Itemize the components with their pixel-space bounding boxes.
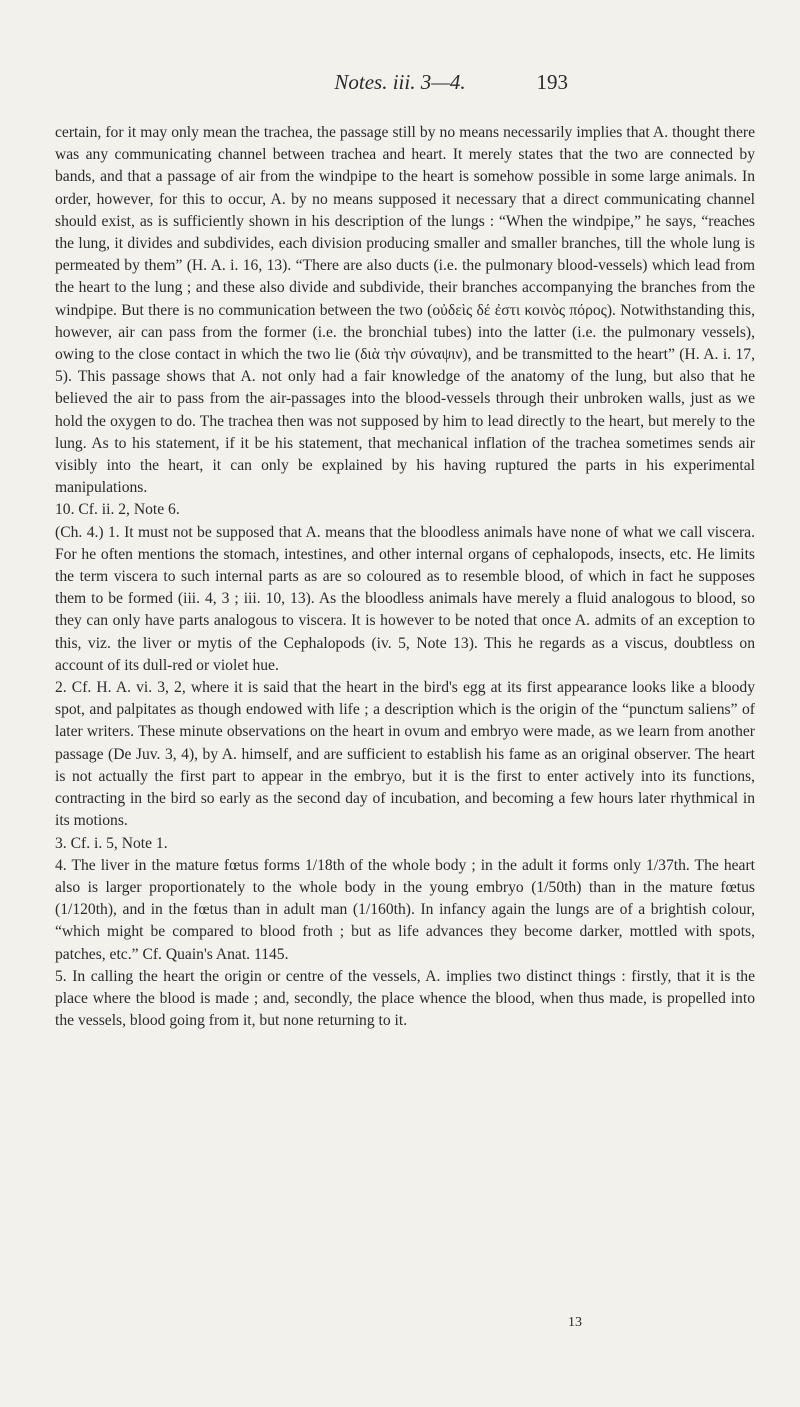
note-3: 3. Cf. i. 5, Note 1.: [55, 834, 168, 852]
signature-mark: 13: [568, 1315, 582, 1330]
page-header: [0, 70, 800, 100]
notes-body: [55, 122, 755, 1032]
note-2: 2. Cf. H. A. vi. 3, 2, where it is said that the heart in the bird's egg at its first appearance looks like a bloody spot, and palpitates as though endowed with life ; a description which is the origin of the “punctum saliens” of later writers. These minute observations on the heart in ovum and embryo were made, as we learn from another passage (De Juv. 3, 4), by A. himself, and are sufficient to establish his fame as an original observer. The heart is not actually the first part to appear in the embryo, but it is the first to enter actively into its functions, contracting in the bird so early as the second day of incubation, and becoming a few hours later rhythmical in its motions.: [55, 679, 755, 830]
running-head: Notes. iii. 3—4.: [334, 70, 466, 94]
paragraph-continuation: certain, for it may only mean the trachea, the passage still by no means necessarily implies that A. thought there was any communicating channel between trachea and heart. It merely states that the two are connected by bands, and that a passage of air from the windpipe to the heart is somehow possible in some large animals. In order, however, for this to occur, A. by no means supposed it necessary that a direct communicating channel should exist, as is sufficiently shown in his description of the lungs : “When the windpipe,” he says, “reaches the lung, it divides and subdivides, each division producing smaller and smaller branches, till the whole lung is permeated by them” (H. A. i. 16, 13). “There are also ducts (i.e. the pulmonary blood-vessels) which lead from the heart to the lung ; and these also divide and subdivide, their branches accompanying the branches from the windpipe. But there is no communication between the two (οὐδεὶς δέ ἐστι κοινὸς πόρος). Notwithstanding this, however, air can pass from the former (i.e. the bronchial tubes) into the latter (i.e. the pulmonary vessels), owing to the close contact in which the two lie (διὰ τὴν σύναψιν), and be transmitted to the heart” (H. A. i. 17, 5). This passage shows that A. not only had a fair knowledge of the anatomy of the lung, but also that he believed the air to pass from the air-passages into the blood-vessels through their unbroken walls, just as we hold the oxygen to do. The trachea then was not supposed by him to lead directly to the heart, but merely to the lung. As to his statement, if it be his statement, that mechanical inflation of the trachea sometimes sends air visibly into the heart, it can only be explained by his having ruptured the parts in his experimental manipulations.: [55, 124, 755, 497]
page-number: 193: [536, 70, 568, 94]
note-4: 4. The liver in the mature fœtus forms 1/18th of the whole body ; in the adult it forms only 1/37th. The heart also is larger proportionately to the whole body in the young embryo (1/50th) than in the mature fœtus (1/120th), and in the fœtus than in adult man (1/160th). In infancy again the lungs are of a brightish colour, “which might be compared to blood froth ; but as life advances they become darker, mottled with spots, patches, etc.” Cf. Quain's Anat. 1145.: [55, 856, 755, 963]
note-5: 5. In calling the heart the origin or centre of the vessels, A. implies two distinct things : firstly, that it is the place where the blood is made ; and, secondly, the place whence the blood, when thus made, is propelled into the vessels, blood going from it, but none returning to it.: [55, 967, 755, 1030]
note-10: 10. Cf. ii. 2, Note 6.: [55, 501, 180, 519]
note-ch4-1: (Ch. 4.) 1. It must not be supposed that A. means that the bloodless animals have none of what we call viscera. For he often mentions the stomach, intestines, and other internal organs of cephalopods, insects, etc. He limits the term viscera to such internal parts as are so coloured as to resemble blood, of which in fact he supposes them to be formed (iii. 4, 3 ; iii. 10, 13). As the bloodless animals have merely a fluid analogous to blood, so they can only have parts analogous to viscera. It is however to be noted that once A. admits of an exception to this, viz. the liver or mytis of the Cephalopods (iv. 5, Note 13). This he regards as a viscus, doubtless on account of its dull-red or violet hue.: [55, 523, 755, 674]
